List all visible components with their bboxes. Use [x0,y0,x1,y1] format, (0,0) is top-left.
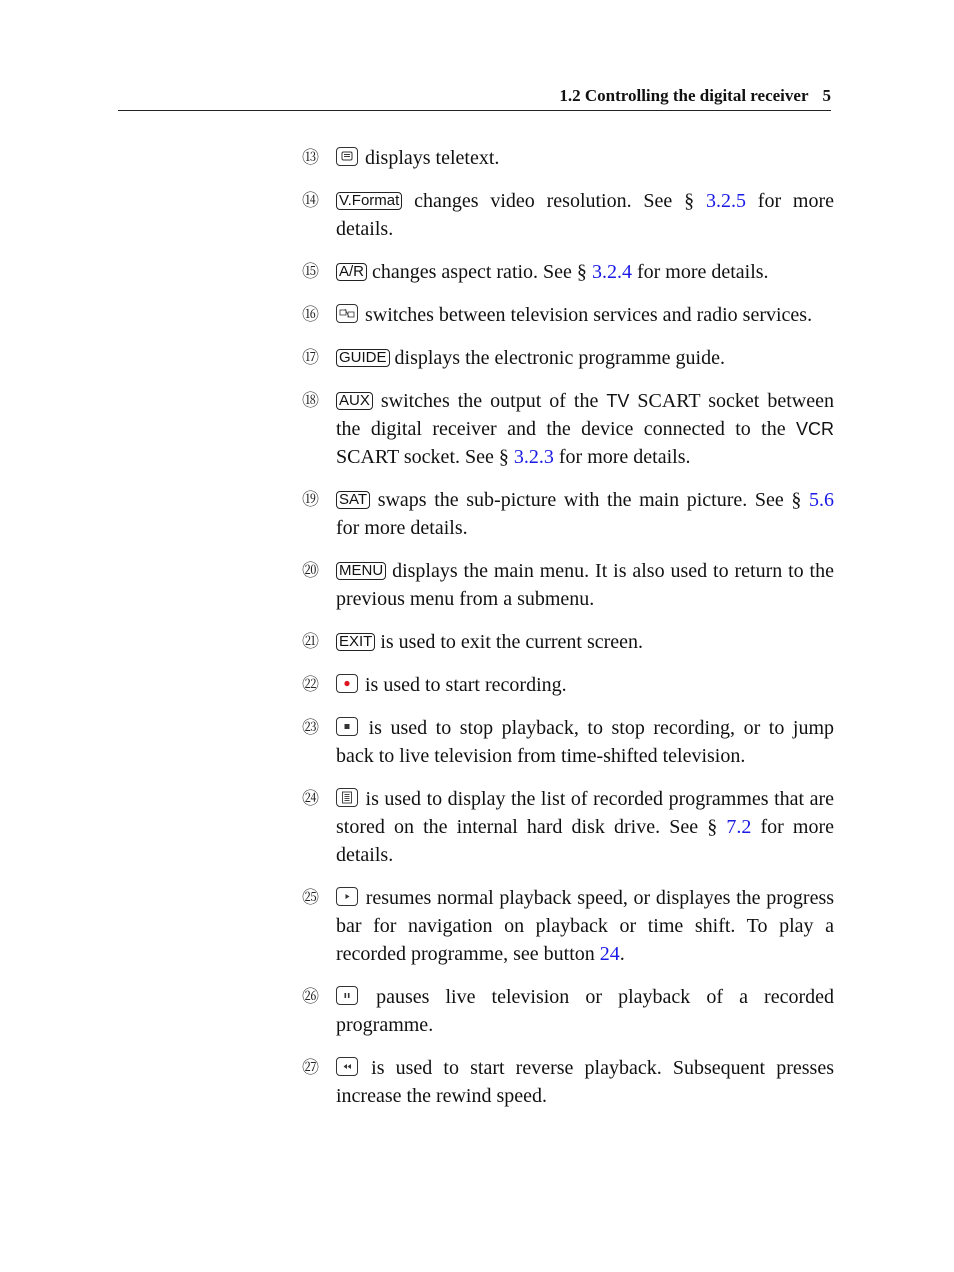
section-link[interactable]: 3.2.3 [513,446,554,468]
item-number: ⑱ [302,391,319,411]
item-number: ㉒ [302,675,319,695]
exit-key-label: EXIT [336,633,375,651]
list-item [302,1054,834,1110]
vformat-key-label: V.Format [336,192,402,210]
list-item [302,785,834,869]
running-header [118,86,831,111]
item-text: switches the output of the [380,390,599,412]
list-item [302,714,834,770]
list-item [302,258,834,286]
item-number: ⑮ [302,262,319,282]
item-number: ⑰ [302,348,319,368]
item-text: resumes normal playback speed, or displayes the progress bar for navigation on playback or time shift. To play a recorded programme, see button [336,887,835,965]
page-number: 5 [822,86,831,105]
item-text: . [619,943,625,965]
vcr-label: VCR [795,419,834,439]
item-text: displays the electronic programme guide. [394,347,725,369]
list-item [302,628,834,656]
list-item [302,557,834,613]
item-number: ⑭ [302,191,319,211]
aspect-ratio-key-label: A/R [336,263,367,281]
record-icon [336,674,358,693]
item-text: displays teletext. [365,147,500,169]
guide-key-label: GUIDE [336,349,390,367]
item-text: changes aspect ratio. See § [372,261,587,283]
list-item [302,387,834,471]
item-text: for more details. [336,816,835,866]
play-icon [336,887,358,906]
item-text: is used to start recording. [365,674,567,696]
item-text: is used to stop playback, to stop recording, or to jump back to live television from time-shifted television. [336,717,835,767]
menu-key-label: MENU [336,562,386,580]
item-number: ⑬ [302,148,319,168]
section-link[interactable]: 3.2.5 [705,190,746,212]
section-link[interactable]: 5.6 [809,489,834,511]
item-number: ㉓ [302,718,319,738]
button-description-list [302,144,834,1125]
item-text: is used to display the list of recorded programmes that are stored on the internal hard disk drive. See § [336,788,835,838]
list-item [302,144,834,172]
item-number: ㉕ [302,888,319,908]
item-text: SCART socket. See § [336,446,509,468]
item-number: ㉔ [302,789,319,809]
item-text: for more details. [336,517,468,539]
item-text: is used to start reverse playback. Subsequent presses increase the rewind speed. [336,1057,834,1107]
item-text: SCART socket between the digital receiver and the device connected to the [336,390,834,440]
recordings-list-icon [336,788,358,807]
item-number: ⑲ [302,490,319,510]
list-item [302,486,834,542]
item-number: ㉑ [302,632,319,652]
list-item [302,187,834,243]
list-item [302,344,834,372]
section-title: 1.2 Controlling the digital receiver [559,86,809,105]
tv-radio-icon [336,304,358,323]
item-text: pauses live television or playback of a recorded programme. [336,986,834,1036]
item-text: swaps the sub-picture with the main picture. See § [377,489,802,511]
item-number: ⑯ [302,305,319,325]
tv-label: TV [606,391,630,411]
item-text: for more details. [336,190,835,240]
list-item [302,301,834,329]
stop-icon [336,717,358,736]
section-link[interactable]: 3.2.4 [591,261,632,283]
item-number: ㉗ [302,1058,319,1078]
list-item [302,983,834,1039]
sat-key-label: SAT [336,491,370,509]
list-item [302,671,834,699]
item-text: for more details. [636,261,769,283]
item-text: switches between television services and radio services. [365,304,813,326]
button-link[interactable]: 24 [599,943,620,965]
item-text: for more details. [558,446,691,468]
aux-key-label: AUX [336,392,373,410]
item-text: changes video resolution. See § [414,190,695,212]
item-number: ⑳ [302,561,319,581]
item-number: ㉖ [302,987,319,1007]
rewind-icon [336,1057,358,1076]
item-text: displays the main menu. It is also used to return to the previous menu from a submenu. [336,560,834,610]
list-item [302,884,834,968]
section-link[interactable]: 7.2 [726,816,752,838]
pause-icon [336,986,358,1005]
item-text: is used to exit the current screen. [380,631,644,653]
teletext-icon [336,147,358,166]
